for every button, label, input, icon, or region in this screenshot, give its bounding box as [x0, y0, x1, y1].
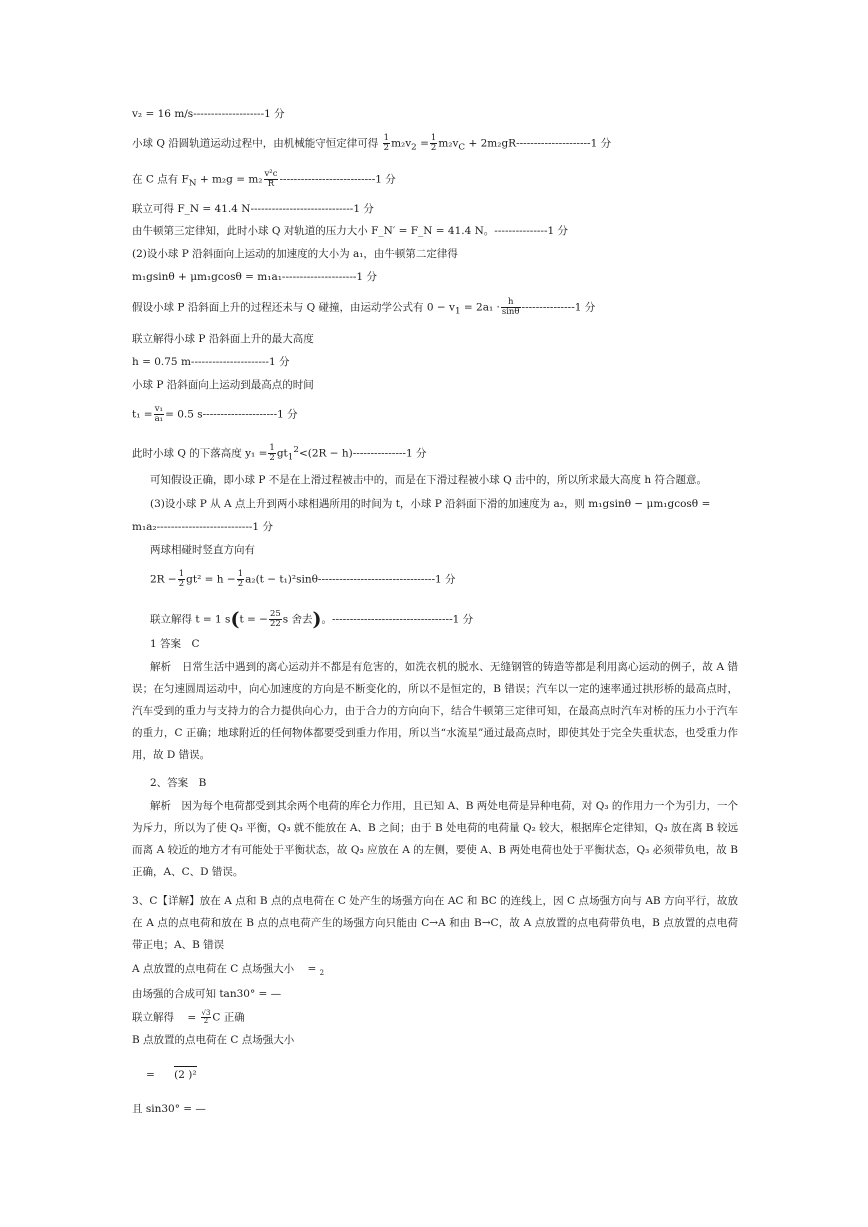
fraction-den: 2: [383, 143, 390, 153]
text: 联立解得 t = 1 s: [150, 613, 231, 626]
fraction: [430, 134, 437, 153]
solution-line-part3-intro: (3)设小球 P 从 A 点上升到两小球相遇所用的时间为 t，小球 P 沿斜面下滑的加速度为 a₂，则 m₁gsinθ − μm₁gcosθ =: [150, 498, 711, 510]
answer-2-title: 2、答案 B: [150, 777, 207, 789]
fraction-den: sinθ: [501, 307, 520, 317]
fraction: [264, 170, 279, 189]
text: s 舍去: [282, 613, 313, 626]
tail-line-a-field: [132, 962, 324, 980]
tail-line-b-formula: [146, 1066, 197, 1082]
solution-line-v2: v₂ = 16 m/s--------------------1 分: [132, 108, 285, 120]
fraction-num: h: [501, 298, 521, 308]
fraction: [501, 298, 521, 317]
fraction-num: v²c: [264, 169, 278, 179]
fraction-den: 22: [269, 619, 281, 629]
solution-line-fall-height: [132, 443, 427, 465]
fraction-num: 1: [178, 569, 185, 579]
superscript: 2: [293, 445, 299, 455]
subscript: N: [188, 178, 197, 189]
fraction: [269, 610, 282, 629]
text: 假设小球 P 沿斜面上升的过程还未与 Q 碰撞，由运动学公式有 0 − v: [132, 301, 455, 314]
fraction: [154, 405, 164, 424]
subscript: 2: [319, 969, 325, 978]
solution-line-a2: m₁a₂---------------------------1 分: [132, 521, 273, 533]
text: = 2a₁ ·: [463, 301, 500, 314]
text: ---------------------------1 分: [279, 173, 396, 186]
explanation-2: 解析 因为每个电荷都受到其余两个电荷的库仑力作用，且已知 A、B 两处电荷是异种电荷，对 Q₃ 的作用力一个为引力，一个为斥力，所以为了使 Q₃ 平衡，Q₃ 就不能放在 A、B 之间；由于 B 处电荷的电荷量 Q₂ 较大，根据库仑定律知，Q₃ 放在离 B 较远而离 A 较近的地方才有可能处于平衡状态，故 Q₃ 应放在 A 的左侧，要使 A、B 两处电荷也处于平衡状态，Q₃ 必须带负电，故 B 正确，A、C、D 错误。: [132, 800, 738, 878]
fraction: [201, 1010, 212, 1025]
subscript: 2: [411, 142, 417, 153]
text: t₁ =: [132, 408, 153, 421]
text: A 点放置的点电荷在 C 点场强大小: [132, 963, 295, 975]
text: a₂(t − t₁)²sinθ---------------------------------1 分: [245, 573, 456, 586]
text: 2R −: [150, 573, 177, 586]
subscript: 1: [454, 306, 461, 317]
fraction-den: R: [267, 179, 275, 189]
solution-line-h-value: h = 0.75 m----------------------1 分: [132, 356, 290, 368]
tail-line-tan30: 由场强的合成可知 tan30° = —: [132, 988, 282, 1000]
fraction-den: a₁: [154, 414, 164, 424]
text: t = −: [239, 613, 268, 626]
solution-line-energy-conservation: 小球 Q 沿圆轨道运动过程中，由机械能守恒定律可得 $\frac{1}{2}$ $m_2v_2$ = $\frac{1}{2}$ $m_2v_C + 2m_2gR---------------------1$ 分: [132, 133, 612, 153]
fraction: [268, 444, 275, 463]
text: 。----------------------------------1 分: [321, 613, 474, 626]
solution-line-part2-intro: (2)设小球 P 沿斜面向上运动的加速度的大小为 a₁，由牛顿第二定律得: [132, 248, 458, 260]
subscript: C: [458, 142, 466, 153]
solution-line-time-intro: 小球 P 沿斜面向上运动到最高点的时间: [132, 379, 314, 391]
close-paren: ): [312, 608, 322, 631]
text: 联立解得: [132, 1011, 174, 1024]
open-paren: (: [230, 608, 240, 631]
fraction: [178, 570, 185, 589]
text: m₂v: [438, 137, 459, 150]
fraction-num: 25: [269, 609, 281, 619]
solution-line-newton-third: 由牛顿第三定律知，此时小球 Q 对轨道的压力大小 F_N′ = F_N = 41.4 N。---------------1 分: [132, 225, 569, 237]
solution-line-kinematics: [132, 298, 595, 319]
text: =: [187, 1011, 197, 1024]
text: + 2m₂gR---------------------1 分: [468, 137, 612, 150]
explanation-3: 3、C【详解】放在 A 点和 B 点的点电荷在 C 处产生的场强方向在 AC 和 BC 的连线上，因 C 点场强方向与 AB 方向平行，故放在 A 点的点电荷和放在 B 点的点电荷产生的场强方向只能由 C→A 和由 B→C，故 A 点放置的点电荷带负电，B 点放置的点电荷带正电；A、B 错误: [132, 895, 738, 951]
solution-line-newton-second: m₁gsinθ + μm₁gcosθ = m₁a₁---------------------1 分: [132, 271, 377, 283]
fraction-num: 1: [430, 133, 437, 143]
text: ---------------1 分: [521, 301, 596, 314]
fraction-den: 2: [269, 453, 275, 463]
solution-line-final-t: [150, 610, 473, 629]
fraction-num: 1: [383, 133, 390, 143]
solution-line-t1: [132, 405, 298, 424]
text: m₂v: [391, 137, 412, 150]
fraction-den: 2: [237, 579, 244, 589]
text: + m₂g = m₂: [196, 173, 263, 186]
solution-line-vertical-intro: 两球相碰时竖直方向有: [150, 544, 255, 556]
tail-line-sin30: 且 sin30° = —: [132, 1103, 206, 1115]
formula-denominator: (2 )²: [174, 1066, 196, 1082]
text: 小球 Q 沿圆轨道运动过程中，由机械能守恒定律可得: [132, 137, 379, 150]
fraction: [383, 134, 390, 153]
explanation-1: 解析 日常生活中遇到的离心运动并不都是有危害的，如洗衣机的脱水、无缝钢管的铸造等都是利用离心运动的例子，故 A 错误；在匀速圆周运动中，向心加速度的方向是不断变化的，所以不是恒定的，B 错误；汽车以一定的速率通过拱形桥的最高点时，汽车受到的重力与支持力的合力提供向心力，由于合力的方向向下，结合牛顿第三定律可知，在最高点时汽车对桥的压力小于汽车的重力，C 正确；地球附近的任何物体都要受到重力作用，所以当“水流星”通过最高点时，即使其处于完全失重状态，也受重力作用，故 D 错误。: [132, 661, 738, 761]
fraction-num: v₁: [154, 404, 163, 414]
text: <(2R − h)---------------1 分: [298, 447, 427, 460]
fraction: [237, 570, 244, 589]
fraction-den: 2: [203, 1017, 209, 1025]
fraction-den: 2: [430, 143, 437, 153]
fraction-num: 1: [269, 443, 275, 453]
subscript: 1: [287, 452, 294, 463]
tail-line-solve: [132, 1010, 245, 1025]
text: = 0.5 s---------------------1 分: [165, 408, 298, 421]
text: =: [146, 1069, 155, 1081]
solution-line-meet-equation: [150, 570, 456, 589]
fraction-num: 1: [237, 569, 244, 579]
text: gt: [276, 447, 288, 460]
solution-line-conclusion: 可知假设正确，即小球 P 不是在上滑过程被击中的，而是在下滑过程被小球 Q 击中的，所以所求最大高度 h 符合题意。: [150, 474, 707, 486]
text: C 正确: [212, 1011, 245, 1024]
tail-line-b-field: B 点放置的点电荷在 C 点场强大小: [132, 1034, 295, 1046]
fraction-num: √3: [201, 1009, 211, 1017]
solution-line-point-c: [132, 170, 396, 191]
text: 在 C 点有 F: [132, 173, 189, 186]
answer-1-title: 1 答案 C: [150, 638, 200, 650]
text: 此时小球 Q 的下落高度 y₁ =: [132, 447, 268, 460]
text: =: [307, 963, 317, 975]
text: gt² = h −: [186, 573, 236, 586]
fraction-den: 2: [178, 579, 185, 589]
solution-line-max-height-intro: 联立解得小球 P 沿斜面上升的最大高度: [132, 333, 314, 345]
solution-line-fn: 联立可得 F_N = 41.4 N-----------------------------1 分: [132, 203, 374, 215]
